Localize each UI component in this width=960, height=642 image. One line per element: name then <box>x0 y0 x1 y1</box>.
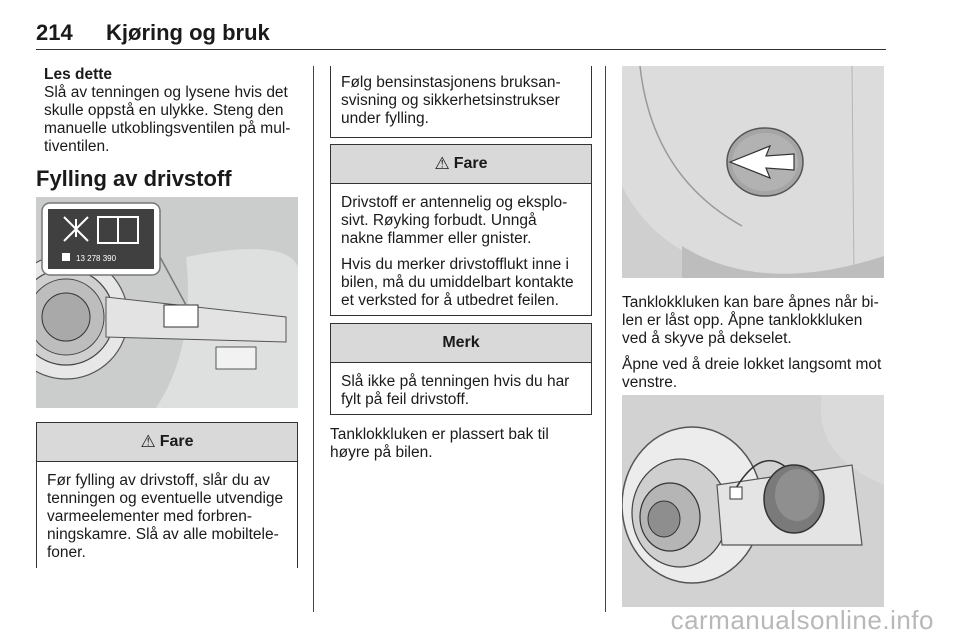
column-divider-1 <box>313 66 314 612</box>
page-title: Kjøring og bruk <box>106 20 270 45</box>
column-divider-2 <box>605 66 606 612</box>
intro-box <box>330 66 592 138</box>
intro-text: Følg bensinstasjonens bruksan-svisning og sikkerhetsinstrukser under fylling. <box>341 74 561 127</box>
note-text: Slå av tenningen og lysene hvis det skulle oppstå en ulykke. Steng den manuelle utkoblingsventilen på mul-tiventilen. <box>44 84 291 155</box>
note-box-text: Slå ikke på tenningen hvis du har fylt på feil drivstoff. <box>341 373 570 408</box>
door-text-1: Tanklokkluken kan bare åpnes når bi-len er låst opp. Åpne tanklokkluken ved å skyve på dekselet. <box>622 294 879 347</box>
warning-triangle-icon: ⚠ <box>434 154 450 173</box>
note-box-header <box>331 324 591 363</box>
fuel-filler-drawing <box>36 197 298 408</box>
location-text: Tanklokkluken er plassert bak til høyre på bilen. <box>330 426 549 461</box>
note-box <box>330 323 592 415</box>
header-rule <box>36 49 886 50</box>
page-number: 214 <box>36 20 73 45</box>
fuel-cap-drawing <box>622 395 884 607</box>
danger-box-2 <box>330 144 592 316</box>
danger-box-2-text-2: Hvis du merker drivstofflukt inne i bilen, må du umiddelbart kontakte et verksted for å utbedret feilen. <box>341 256 574 309</box>
note-box-title: Merk <box>442 334 480 351</box>
fuel-door-drawing <box>622 66 884 278</box>
note-title: Les dette <box>44 66 113 83</box>
danger-box-1 <box>36 422 298 568</box>
watermark: carmanualsonline.info <box>670 605 934 635</box>
danger-box-2-text-1: Drivstoff er antennelig og eksplo-sivt. Røyking forbudt. Unngå nakne flammer eller gnister. <box>341 194 568 247</box>
danger-box-2-header <box>331 145 591 184</box>
danger-box-1-text: Før fylling av drivstoff, slår du av tenningen og eventuelle utvendige varmeelementer med forbren-ningskamre. Slå av alle mobiltele-foner. <box>47 472 284 561</box>
danger-box-1-title: Fare <box>159 433 194 450</box>
fuel-cap-illustration <box>622 395 884 607</box>
section-heading: Fylling av drivstoff <box>36 166 232 191</box>
note-block <box>44 66 306 156</box>
door-text-2: Åpne ved å dreie lokket langsomt mot venstre. <box>622 356 882 391</box>
location-text-block <box>330 426 592 462</box>
label-number: 13 278 390 <box>76 254 117 263</box>
danger-box-2-title: Fare <box>453 155 488 172</box>
danger-box-1-header <box>37 423 297 462</box>
fuel-door-illustration <box>622 66 884 278</box>
door-text-block <box>622 294 888 392</box>
warning-triangle-icon: ⚠ <box>140 432 156 451</box>
fuel-filler-illustration <box>36 197 298 408</box>
